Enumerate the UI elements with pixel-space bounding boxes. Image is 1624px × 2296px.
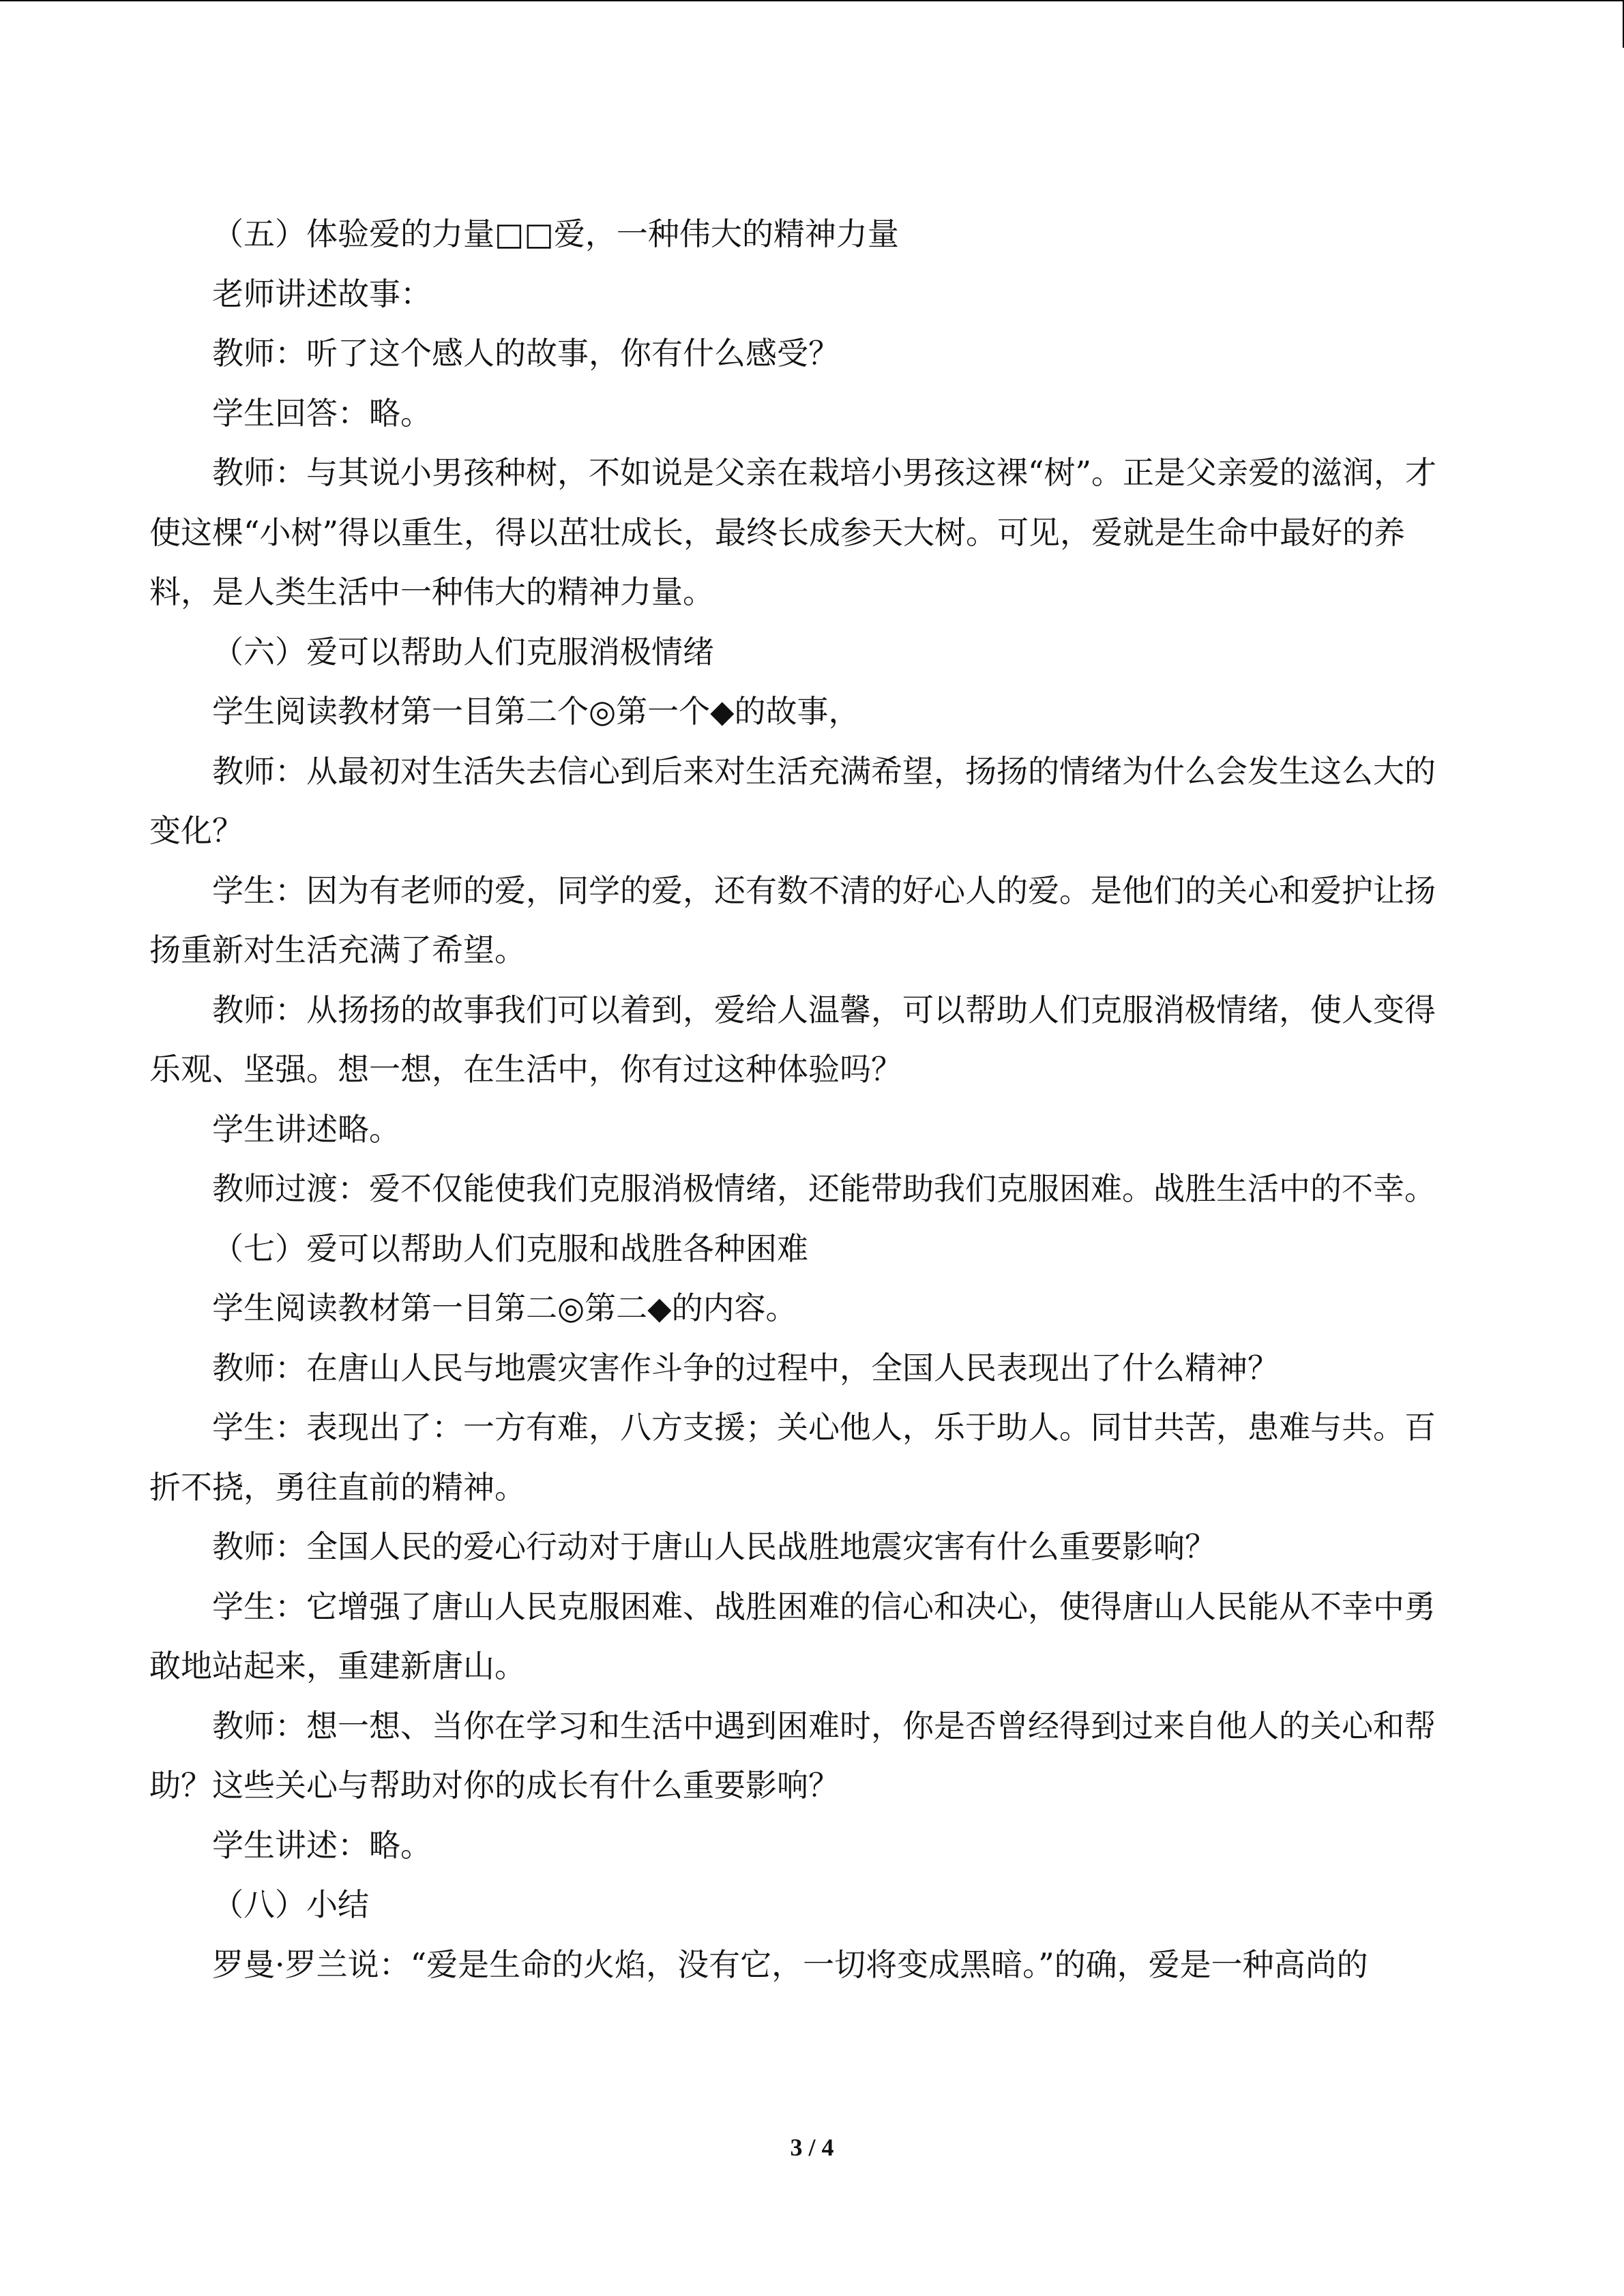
page-number: 3 / 4 (790, 2134, 834, 2161)
body-paragraph: 学生阅读教材第一目第二个◎第一个◆的故事， (212, 693, 860, 730)
body-paragraph: 教师过渡：爱不仅能使我们克服消极情绪，还能带助我们克服困难。战胜生活中的不幸。 (212, 1170, 1436, 1207)
body-paragraph: 教师：与其说小男孩种树，不如说是父亲在栽培小男孩这裸“树”。正是父亲爱的滋润，才使这棵“小树”得以重生，得以茁壮成长，最终长成参天大树。可见，爱就是生命中最好的养料，是人类生活中一种伟大的精神力量。 (149, 454, 1437, 610)
body-paragraph: 教师：听了这个感人的故事，你有什么感受？ (212, 335, 840, 372)
body-paragraph: 教师：在唐山人民与地震灾害作斗争的过程中，全国人民表现出了什么精神？ (212, 1349, 1279, 1386)
body-paragraph: 学生：它增强了唐山人民克服困难、战胜困难的信心和决心，使得唐山人民能从不幸中勇敢地站起来，重建新唐山。 (149, 1587, 1436, 1684)
body-paragraph: 教师：从扬扬的故事我们可以着到，爱给人温馨，可以帮助人们克服消极情绪，使人变得乐观、坚强。想一想，在生活中，你有过这种体验吗？ (149, 991, 1436, 1088)
page-top-border (0, 0, 1624, 1)
body-paragraph: 学生讲述略。 (212, 1110, 400, 1148)
body-paragraph: 学生：表现出了：一方有难，八方支援；关心他人，乐于助人。同甘共苦，患难与共。百折不挠，勇往直前的精神。 (149, 1409, 1436, 1506)
body-paragraph: 学生阅读教材第一目第二◎第二◆的内容。 (212, 1289, 797, 1326)
section-heading-6: （六）爱可以帮助人们克服消极情绪 (212, 633, 714, 670)
body-paragraph: 教师：全国人民的爱心行动对于唐山人民战胜地震灾害有什么重要影响？ (212, 1528, 1216, 1565)
section-heading-5: （五）体验爱的力量□□爱，一种伟大的精神力量 (212, 215, 899, 252)
body-paragraph: 教师：从最初对生活失去信心到后来对生活充满希望，扬扬的情绪为什么会发生这么大的变化？ (149, 752, 1436, 849)
section-heading-7: （七）爱可以帮助人们克服和战胜各种困难 (212, 1229, 808, 1267)
body-paragraph: 学生：因为有老师的爱，同学的爱，还有数不清的好心人的爱。是他们的关心和爱护让扬扬重新对生活充满了希望。 (149, 871, 1436, 968)
body-paragraph: 老师讲述故事： (212, 275, 432, 312)
body-paragraph: 罗曼·罗兰说：“爱是生命的火焰，没有它，一切将变成黑暗。”的确，爱是一种高尚的 (212, 1945, 1368, 1983)
body-paragraph: 学生讲述：略。 (212, 1826, 432, 1864)
body-paragraph: 教师：想一想、当你在学习和生活中遇到困难时，你是否曾经得到过来自他人的关心和帮助？这些关心与帮助对你的成长有什么重要影响？ (149, 1707, 1436, 1804)
section-heading-8: （八）小结 (212, 1886, 369, 1923)
document-body (149, 205, 1459, 1995)
body-paragraph: 学生回答：略。 (212, 394, 432, 432)
